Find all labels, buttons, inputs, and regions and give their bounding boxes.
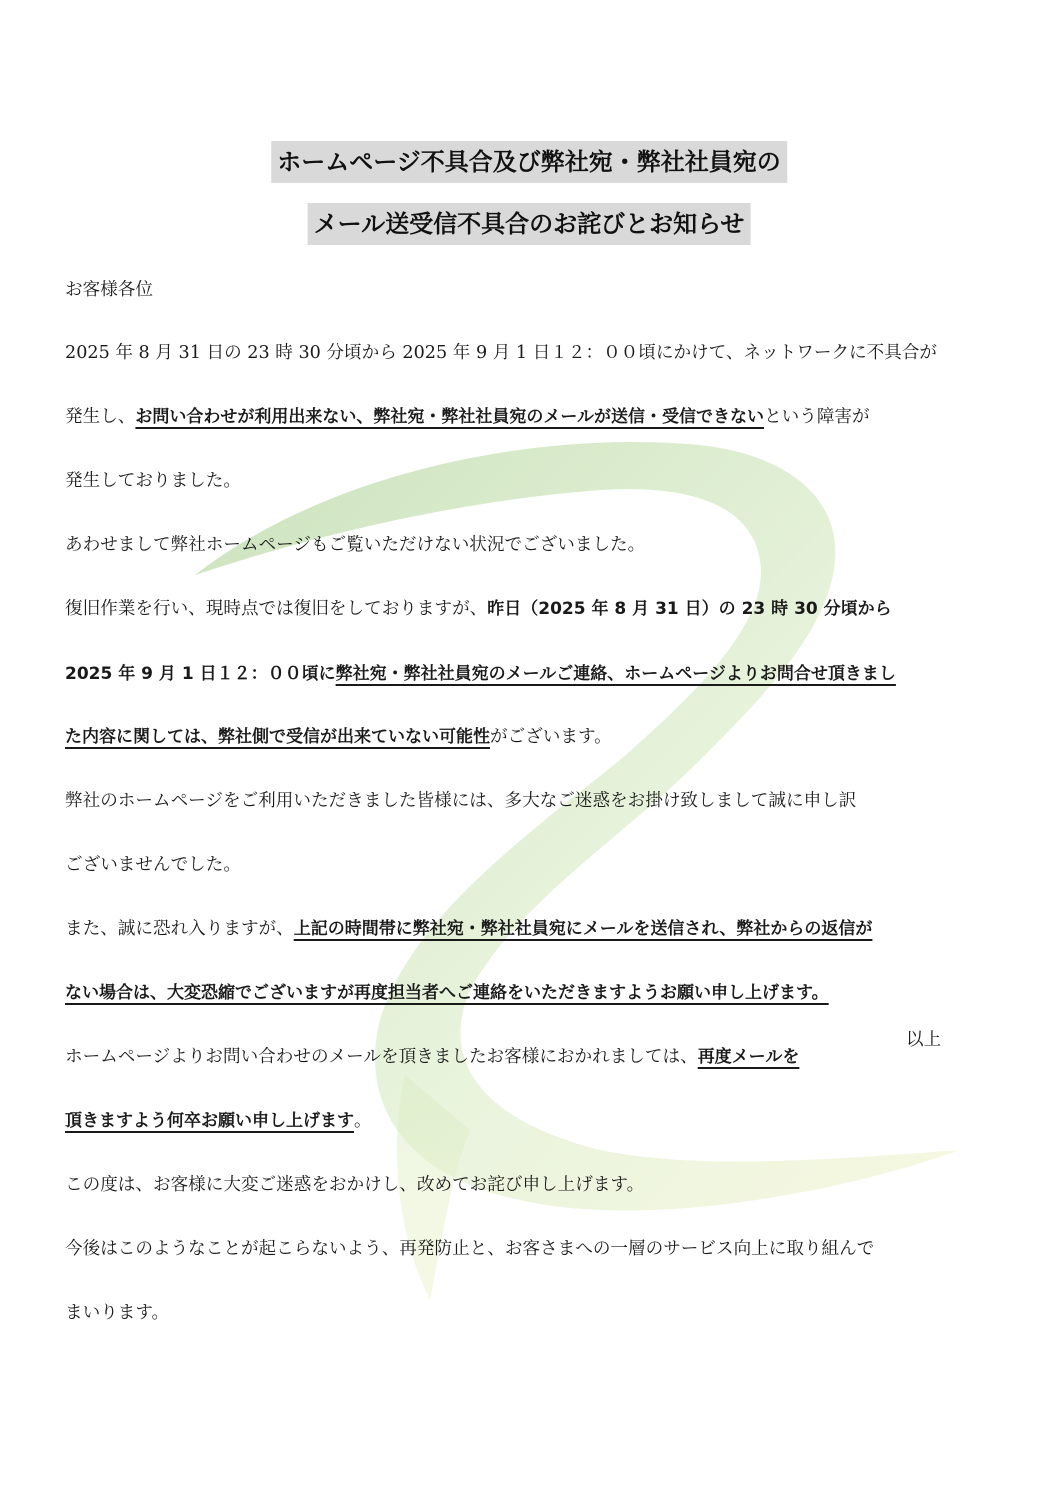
emphasis-text: 頂きますよう何卒お願い申し上げます (65, 1111, 354, 1131)
paragraph-6-line-1 (65, 1044, 799, 1070)
paragraph-2: あわせまして弊社ホームページもご覧いただけない状況でございました。 (65, 535, 646, 555)
paragraph-1-line-3: 発生しておりました。 (65, 471, 241, 491)
paragraph-5-line-2 (65, 980, 829, 1006)
salutation: お客様各位 (65, 280, 153, 300)
emphasis-text: 上記の時間帯に弊社宛・弊社社員宛にメールを送信され、弊社からの返信が (293, 919, 873, 939)
paragraph-4-line-2: ございませんでした。 (65, 855, 241, 875)
paragraph-3-line-3 (65, 724, 612, 750)
emphasis-text: 再度メールを (697, 1047, 800, 1067)
text: ホームページよりお問い合わせのメールを頂きましたお客様におかれましては、 (65, 1047, 698, 1067)
paragraph-7: この度は、お客様に大変ご迷惑をおかけし、改めてお詫び申し上げます。 (65, 1175, 645, 1195)
paragraph-1-line-2 (65, 404, 870, 430)
paragraph-3-line-2 (65, 661, 896, 687)
text: がございます。 (490, 727, 612, 747)
text: また、誠に恐れ入りますが、 (65, 919, 294, 939)
emphasis-text: た内容に関しては、弊社側で受信が出来ていない可能性 (65, 727, 490, 747)
paragraph-5-line-1 (65, 916, 872, 942)
paragraph-8-line-1: 今後はこのようなことが起こらないよう、再発防止と、お客さまへの一層のサービス向上に取り組んで (65, 1239, 875, 1259)
text: 。 (354, 1111, 372, 1131)
paragraph-6-line-2 (65, 1108, 372, 1134)
text: 復旧作業を行い、現時点では復旧をしておりますが、 (65, 599, 488, 619)
emphasis-text: お問い合わせが利用出来ない、弊社宛・弊社社員宛のメールが送信・受信できない (135, 407, 765, 427)
document-title-line-1: ホームページ不具合及び弊社宛・弊社社員宛の (271, 141, 787, 183)
text: という障害が (764, 407, 870, 427)
emphasis-text: 2025 年 9 月 1 日１２：００頃に (65, 664, 336, 684)
emphasis-text: ない場合は、大変恐縮でございますが再度担当者へご連絡をいただきますようお願い申し上げます。 (65, 983, 829, 1003)
paragraph-3-line-1 (65, 596, 892, 622)
text: 発生し、 (65, 407, 136, 427)
emphasis-text: 昨日（2025 年 8 月 31 日）の 23 時 30 分頃から (487, 599, 892, 619)
paragraph-4-line-1: 弊社のホームページをご利用いただきました皆様には、多大なご迷惑をお掛け致しまして誠に申し訳 (65, 791, 857, 811)
document-title-line-2: メール送受信不具合のお詫びとお知らせ (308, 203, 751, 245)
emphasis-text: 弊社宛・弊社社員宛のメールご連絡、ホームページよりお問合せ頂きまし (335, 664, 896, 684)
closing-ijo: 以上 (906, 1030, 942, 1050)
paragraph-1-line-1: 2025 年 8 月 31 日の 23 時 30 分頃から 2025 年 9 月 1 日１２：００頃にかけて、ネットワークに不具合が (65, 343, 938, 363)
paragraph-8-line-2: まいります。 (65, 1303, 170, 1323)
